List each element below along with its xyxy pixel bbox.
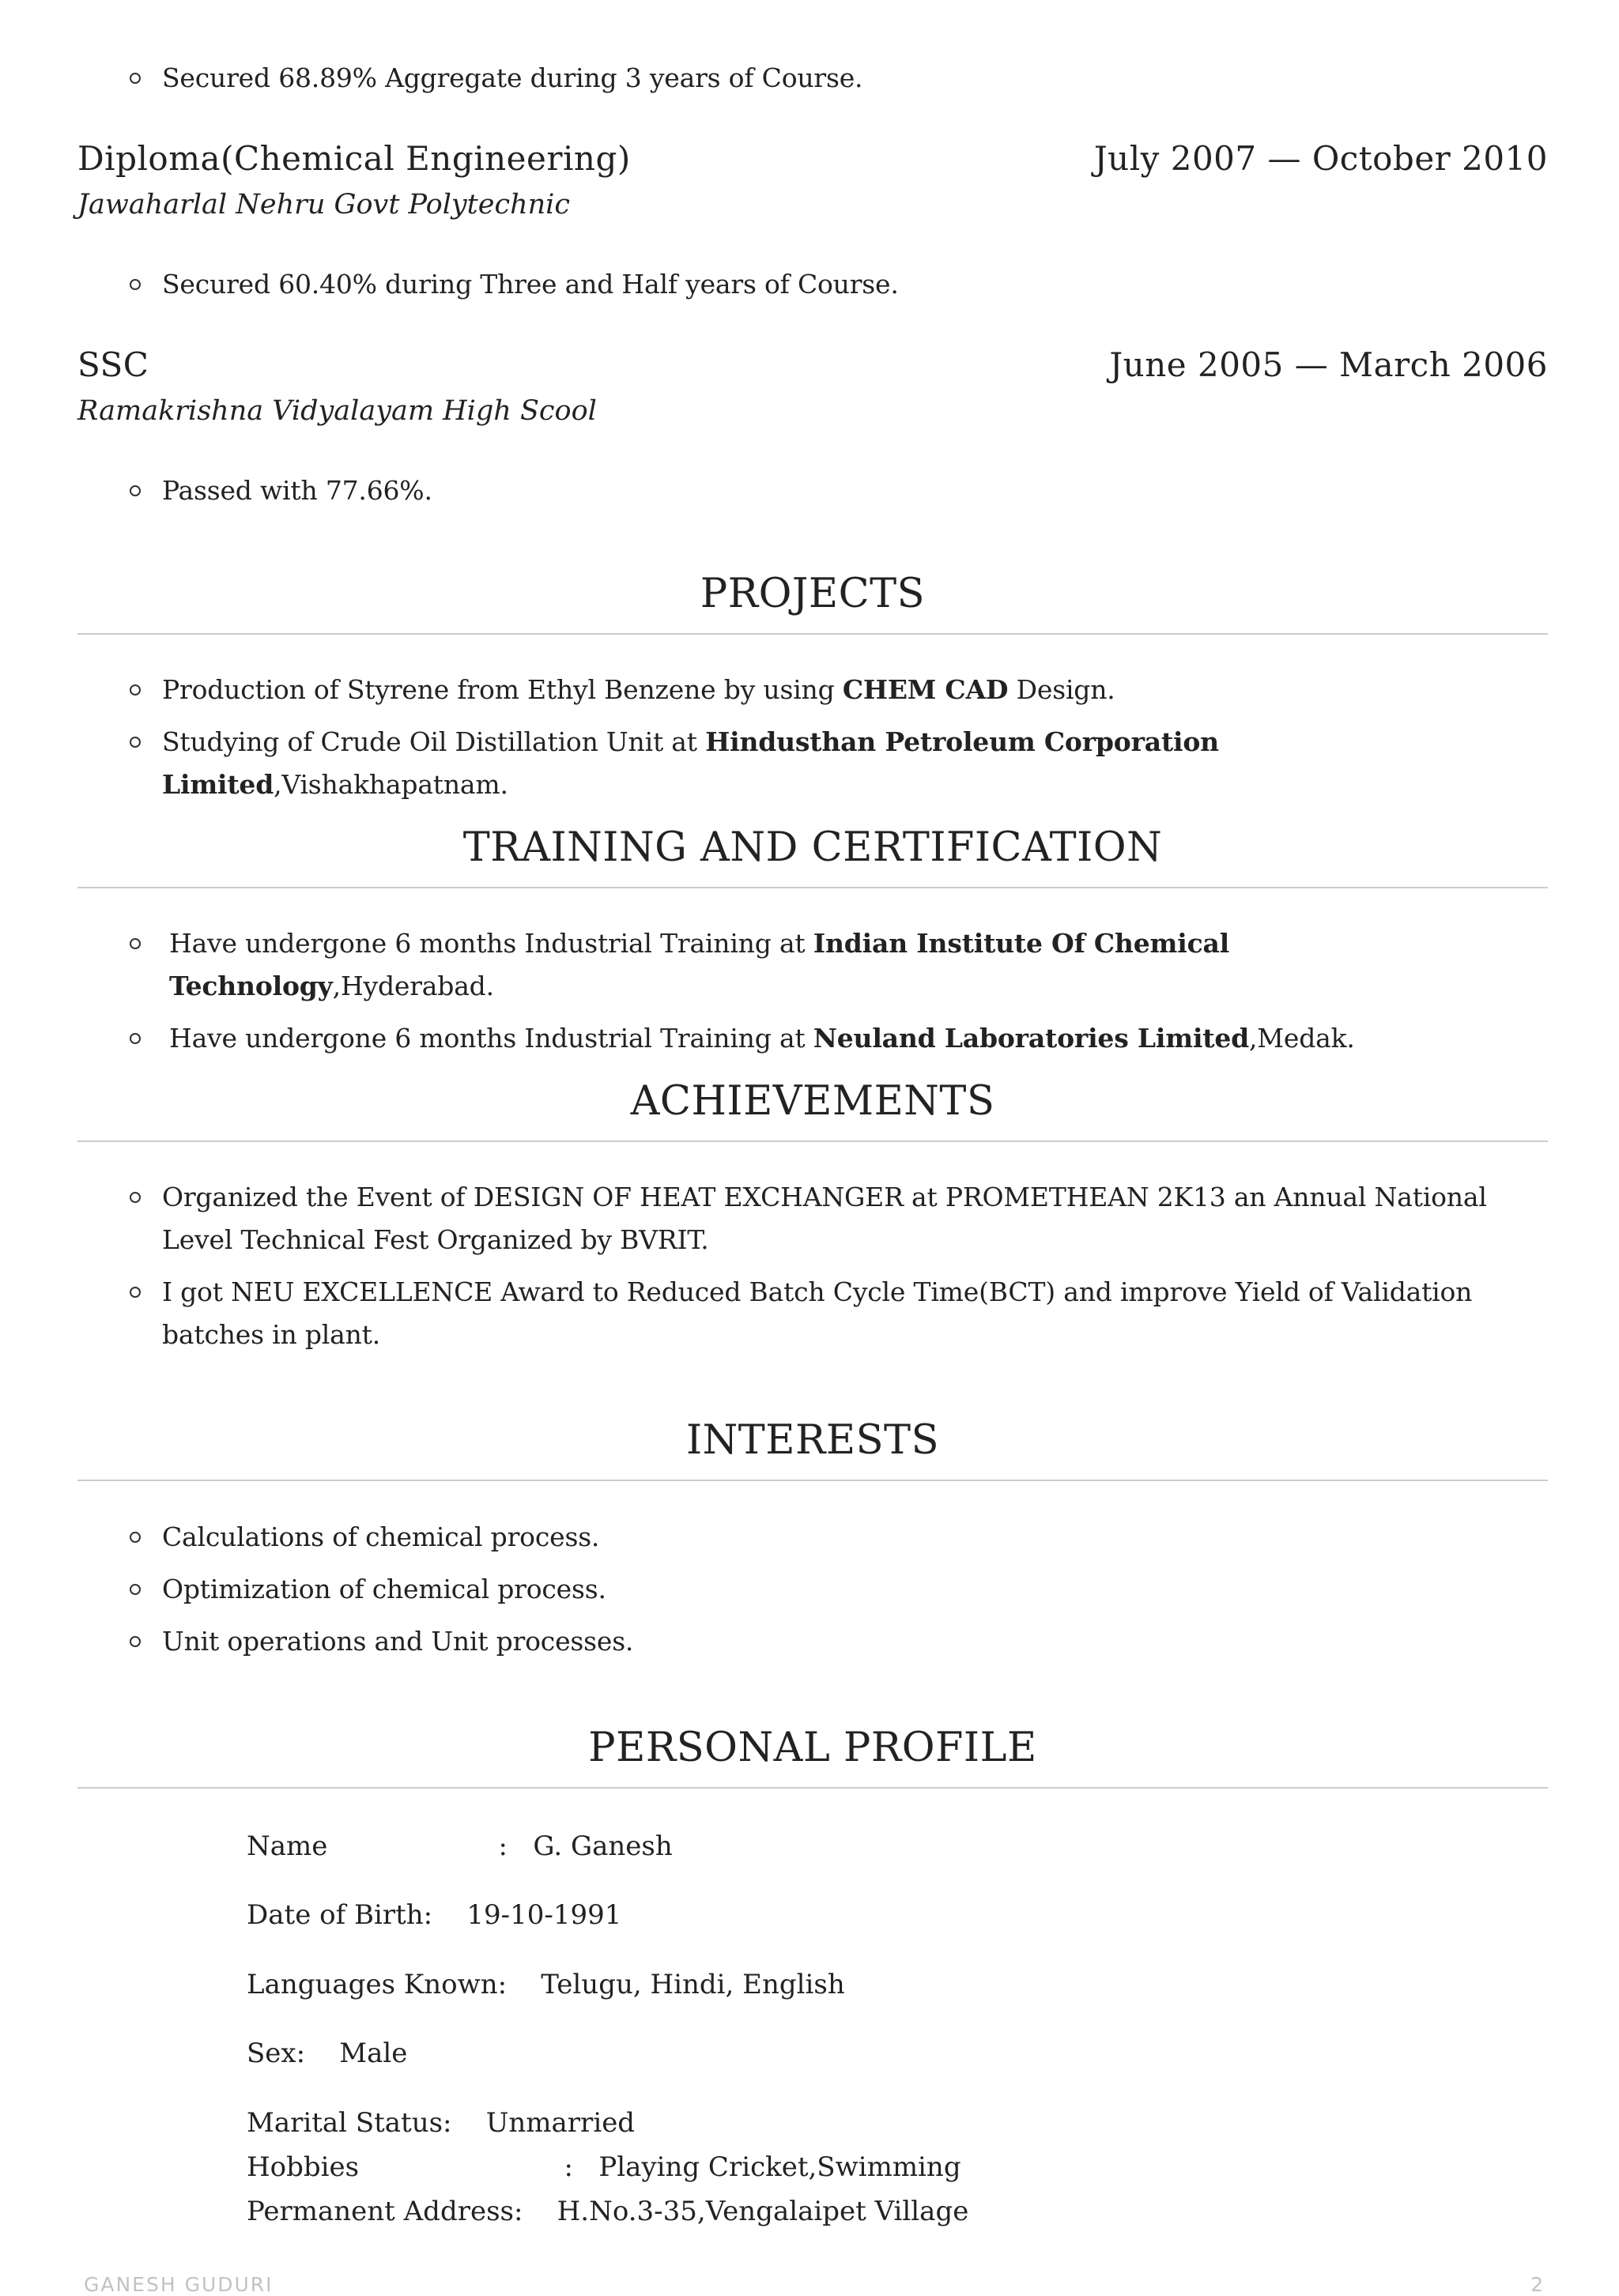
profile-address: Permanent Address: H.No.3-35,Vengalaipet Village (247, 2196, 969, 2227)
degree-title: SSC (77, 345, 149, 384)
list-item: Have undergone 6 months Industrial Training at Indian Institute Of Chemical Technology,Hyderabad. (77, 922, 1548, 1008)
list-item: Calculations of chemical process. (77, 1516, 1548, 1559)
education-entry-diploma (77, 139, 1548, 221)
section-title-interests: INTERESTS (77, 1417, 1548, 1481)
list-item: Secured 68.89% Aggregate during 3 years of Course. (77, 57, 1548, 100)
profile-languages: Languages Known: Telugu, Hindi, English (247, 1969, 845, 2000)
degree-title: Diploma(Chemical Engineering) (77, 139, 631, 178)
degree-dates: July 2007 — October 2010 (1093, 139, 1548, 178)
section-title-personal-profile: PERSONAL PROFILE (77, 1725, 1548, 1789)
section-title-training: TRAINING AND CERTIFICATION (77, 824, 1548, 888)
footer-name: GANESH GUDURI (84, 2273, 274, 2296)
education-top-list (77, 57, 1548, 109)
profile-hobbies: Hobbies : Playing Cricket,Swimming (247, 2151, 961, 2183)
training-list (77, 922, 1548, 1069)
section-title-achievements: ACHIEVEMENTS (77, 1078, 1548, 1142)
profile-dob: Date of Birth: 19-10-1991 (247, 1899, 622, 1931)
list-item: Secured 60.40% during Three and Half years of Course. (77, 263, 1548, 306)
list-item: Studying of Crude Oil Distillation Unit at Hindusthan Petroleum Corporation Limited,Vishakhapatnam. (77, 721, 1548, 806)
projects-list (77, 669, 1548, 816)
list-item: Optimization of chemical process. (77, 1568, 1548, 1611)
list-item: Unit operations and Unit processes. (77, 1620, 1548, 1663)
page-number: 2 (1530, 2273, 1543, 2296)
list-item: Passed with 77.66%. (77, 469, 1548, 512)
list-item: Production of Styrene from Ethyl Benzene by using CHEM CAD Design. (77, 669, 1548, 711)
section-title-projects: PROJECTS (77, 571, 1548, 635)
interests-list (77, 1516, 1548, 1672)
education-entry-ssc (77, 345, 1548, 427)
list-item: Organized the Event of DESIGN OF HEAT EXCHANGER at PROMETHEAN 2K13 an Annual National Level Technical Fest Organized by BVRIT. (77, 1176, 1548, 1261)
school-name: Jawaharlal Nehru Govt Polytechnic (77, 189, 570, 221)
profile-sex: Sex: Male (247, 2038, 408, 2069)
achievements-list (77, 1176, 1548, 1366)
school-name: Ramakrishna Vidyalayam High Scool (77, 395, 597, 427)
degree-dates: June 2005 — March 2006 (1109, 345, 1548, 384)
list-item: Have undergone 6 months Industrial Training at Neuland Laboratories Limited,Medak. (77, 1017, 1548, 1060)
list-item: I got NEU EXCELLENCE Award to Reduced Batch Cycle Time(BCT) and improve Yield of Validation batches in plant. (77, 1271, 1548, 1356)
education-ssc-list (77, 469, 1548, 522)
profile-marital-status: Marital Status: Unmarried (247, 2107, 636, 2139)
education-diploma-list (77, 263, 1548, 315)
profile-name: Name : G. Ganesh (247, 1830, 673, 1862)
